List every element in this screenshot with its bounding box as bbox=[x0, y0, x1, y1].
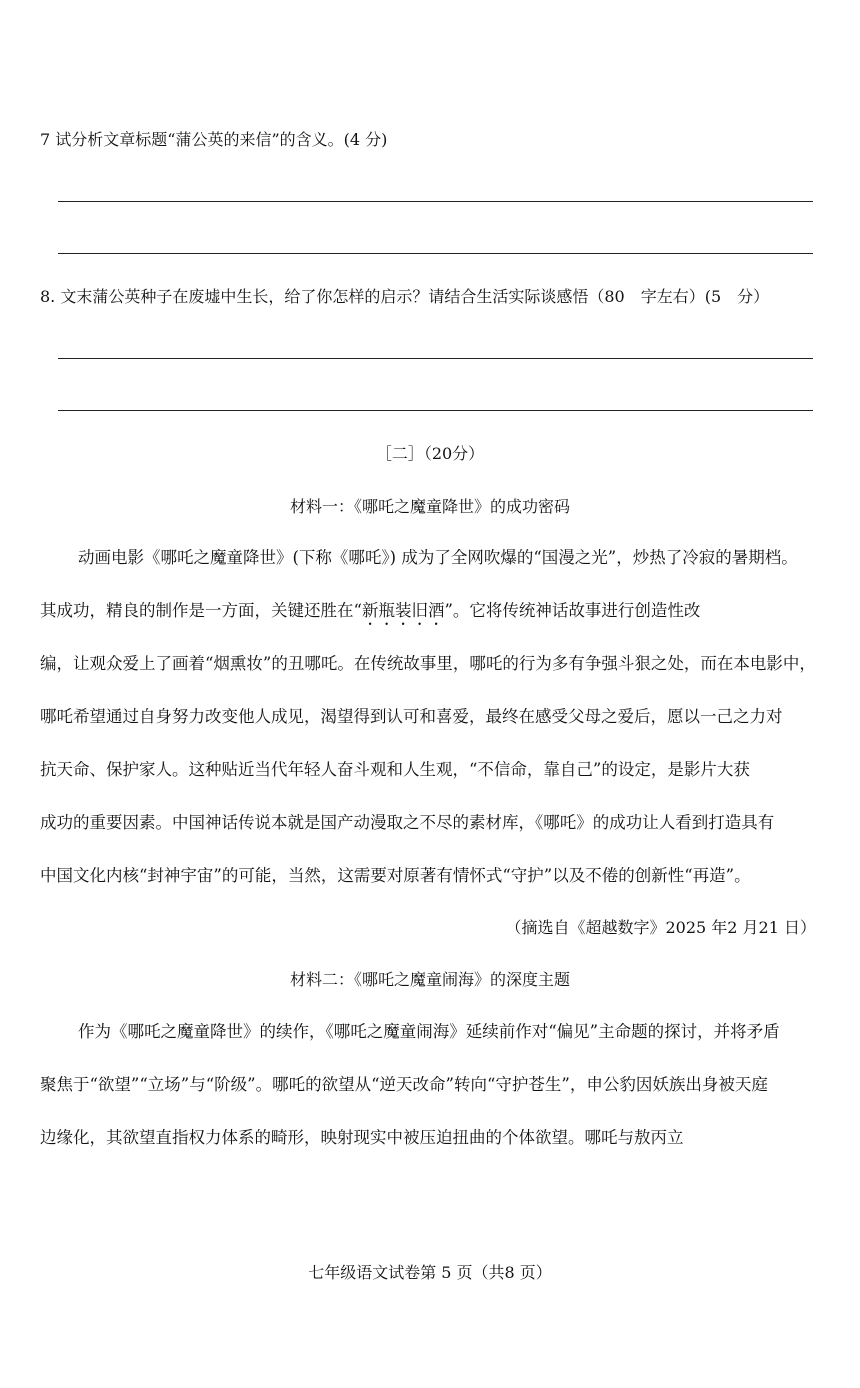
material-1-line-1: 动画电影《哪吒之魔童降世》(下称《哪吒》) 成为了全网吹爆的“国漫之光”，炒热了冷寂的暑期档。 bbox=[78, 548, 798, 567]
emphasized-phrase: 新瓶装旧酒 bbox=[361, 601, 445, 620]
material-2-line-1: 作为《哪吒之魔童降世》的续作，《哪吒之魔童闹海》延续前作对“偏见”主命题的探讨，并将矛盾 bbox=[78, 1022, 780, 1041]
material-1-source: （摘选自《超越数字》2025 年2 月21 日） bbox=[505, 918, 816, 937]
material-1-line-5: 抗天命、保护家人。这种贴近当代年轻人奋斗观和人生观，“不信命，靠自己”的设定，是影片大获 bbox=[40, 760, 750, 779]
material-1-line-4: 哪吒希望通过自身努力改变他人成见，渴望得到认可和喜爱，最终在感受父母之爱后，愿以一己之力对 bbox=[40, 707, 783, 726]
material-1-line-2-end: ”。它将传统神话故事进行创造性改 bbox=[444, 601, 701, 620]
page-footer: 七年级语文试卷第 5 页（共8 页） bbox=[308, 1263, 552, 1282]
material-1-line-3: 编，让观众爱上了画着“烟熏妆”的丑哪吒。在传统故事里，哪吒的行为多有争强斗狠之处，而在本电影中， bbox=[40, 654, 816, 673]
answer-line bbox=[58, 253, 813, 254]
section-heading: ［二］（20分） bbox=[375, 444, 485, 463]
material-1-line-2-start: 其成功，精良的制作是一方面，关键还胜在“ bbox=[40, 601, 362, 620]
material-1-line-7: 中国文化内核“封神宇宙”的可能，当然，这需要对原著有情怀式“守护”以及不倦的创新性“再造”。 bbox=[40, 866, 751, 885]
question-7: 7 试分析文章标题“蒲公英的来信”的含义。(4 分) bbox=[40, 130, 388, 149]
material-1-line-2 bbox=[40, 600, 820, 629]
material-1-line-6: 成功的重要因素。中国神话传说本就是国产动漫取之不尽的素材库，《哪吒》的成功让人看到打造具有 bbox=[40, 813, 775, 832]
answer-line bbox=[58, 358, 813, 359]
material-2-line-3: 边缘化，其欲望直指权力体系的畸形，映射现实中被压迫扭曲的个体欲望。哪吒与敖丙立 bbox=[40, 1128, 684, 1147]
answer-line bbox=[58, 201, 813, 202]
material-1-title: 材料一：《哪吒之魔童降世》的成功密码 bbox=[289, 497, 570, 516]
answer-line bbox=[58, 410, 813, 411]
material-2-title: 材料二：《哪吒之魔童闹海》的深度主题 bbox=[289, 970, 570, 989]
material-2-line-2: 聚焦于“欲望”“立场”与“阶级”。哪吒的欲望从“逆天改命”转向“守护苍生”，申公豹因妖族出身被天庭 bbox=[40, 1075, 768, 1094]
question-8: 8. 文末蒲公英种子在废墟中生长，给了你怎样的启示？请结合生活实际谈感悟（80 字左右）(5 分） bbox=[40, 287, 770, 306]
